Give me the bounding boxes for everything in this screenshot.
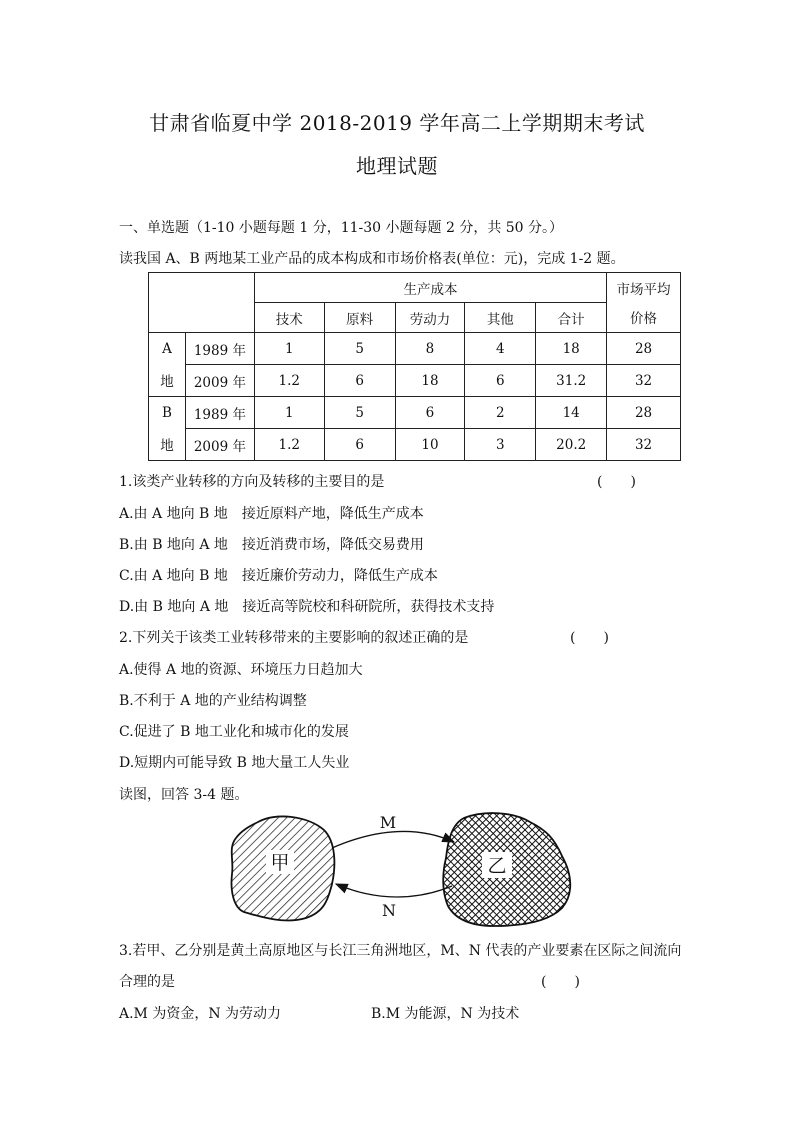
table-cell-price: 32 bbox=[607, 365, 681, 397]
table-cell-price: 28 bbox=[607, 397, 681, 429]
table-column-header: 原料 bbox=[324, 303, 395, 333]
table-cell: 18 bbox=[395, 365, 465, 397]
table-row bbox=[149, 429, 681, 461]
region-jia-label: 甲 bbox=[270, 852, 290, 874]
answer-paren: ( ) bbox=[541, 974, 580, 990]
table-row bbox=[149, 365, 681, 397]
question-2-stem: 2.下列关于该类工业转移带来的主要影响的叙述正确的是 bbox=[119, 630, 469, 646]
table-cell: 6 bbox=[465, 365, 536, 397]
table-cell: 4 bbox=[465, 333, 536, 365]
question-2-option-d: D.短期内可能导致 B 地大量工人失业 bbox=[119, 755, 350, 771]
section-heading: 一、单选题（1-10 小题每题 1 分，11-30 小题每题 2 分，共 50 分。） bbox=[119, 220, 564, 236]
table-cell: 1.2 bbox=[254, 365, 324, 397]
arrow-m bbox=[332, 831, 454, 848]
table-cell: 14 bbox=[536, 397, 607, 429]
answer-paren: ( ) bbox=[570, 630, 609, 646]
question-1-option-a: A.由 A 地向 B 地 接近原料产地，降低生产成本 bbox=[119, 506, 424, 522]
table-cell: 1.2 bbox=[254, 429, 324, 461]
table-column-header: 合计 bbox=[536, 303, 607, 333]
table-price-header-2: 价格 bbox=[607, 303, 681, 333]
table-corner-cell bbox=[149, 273, 255, 333]
table-cell: 8 bbox=[395, 333, 465, 365]
question-2-option-a: A.使得 A 地的资源、环境压力日趋加大 bbox=[119, 662, 363, 678]
table-cell-year: 2009 年 bbox=[185, 365, 254, 397]
table-column-header: 技术 bbox=[254, 303, 324, 333]
arrow-n bbox=[336, 884, 452, 897]
question-3-option-a: A.M 为资金，N 为劳动力 bbox=[119, 1006, 282, 1022]
table-row bbox=[149, 333, 681, 365]
table-cell: 5 bbox=[324, 333, 395, 365]
question-3-option-b: B.M 为能源，N 为技术 bbox=[371, 1006, 520, 1022]
page-title: 甘肃省临夏中学 2018-2019 学年高二上学期期末考试 bbox=[149, 111, 645, 135]
table-price-header-1: 市场平均 bbox=[607, 273, 681, 303]
table-cell: 20.2 bbox=[536, 429, 607, 461]
cost-table bbox=[148, 272, 681, 461]
arrow-n-label: N bbox=[382, 901, 396, 920]
table-cell: 2 bbox=[465, 397, 536, 429]
table-cell: 10 bbox=[395, 429, 465, 461]
region-label-top: B bbox=[149, 397, 186, 429]
region-yi-label: 乙 bbox=[487, 855, 507, 877]
table-cell: 6 bbox=[395, 397, 465, 429]
table-cell-price: 32 bbox=[607, 429, 681, 461]
flow-diagram bbox=[228, 808, 578, 928]
question-2-option-b: B.不利于 A 地的产业结构调整 bbox=[119, 693, 307, 709]
table-cell: 6 bbox=[324, 365, 395, 397]
table-cell-year: 2009 年 bbox=[185, 429, 254, 461]
table-cell: 6 bbox=[324, 429, 395, 461]
question-3-stem-cont: 合理的是 bbox=[119, 974, 175, 990]
table-group-header: 生产成本 bbox=[254, 273, 606, 303]
intro-text-2: 读图，回答 3-4 题。 bbox=[119, 787, 249, 803]
question-1-option-c: C.由 A 地向 B 地 接近廉价劳动力，降低生产成本 bbox=[119, 568, 438, 584]
answer-paren: ( ) bbox=[597, 474, 636, 490]
region-label-bottom: 地 bbox=[149, 365, 186, 397]
question-3-stem: 3.若甲、乙分别是黄土高原地区与长江三角洲地区，M、N 代表的产业要素在区际之间流向 bbox=[119, 943, 682, 959]
question-2-option-c: C.促进了 B 地工业化和城市化的发展 bbox=[119, 724, 349, 740]
table-cell: 1 bbox=[254, 333, 324, 365]
question-1-stem: 1.该类产业转移的方向及转移的主要目的是 bbox=[119, 474, 385, 490]
question-1-option-b: B.由 B 地向 A 地 接近消费市场，降低交易费用 bbox=[119, 537, 424, 553]
page-subtitle: 地理试题 bbox=[356, 154, 438, 178]
table-cell-year: 1989 年 bbox=[185, 397, 254, 429]
table-cell: 18 bbox=[536, 333, 607, 365]
intro-text-1: 读我国 A、B 两地某工业产品的成本构成和市场价格表(单位：元)，完成 1-2 题。 bbox=[119, 251, 625, 267]
table-cell: 1 bbox=[254, 397, 324, 429]
table-row bbox=[149, 397, 681, 429]
region-label-bottom: 地 bbox=[149, 429, 186, 461]
table-cell: 5 bbox=[324, 397, 395, 429]
question-1-option-d: D.由 B 地向 A 地 接近高等院校和科研院所，获得技术支持 bbox=[119, 599, 495, 615]
table-column-header: 劳动力 bbox=[395, 303, 465, 333]
table-cell-price: 28 bbox=[607, 333, 681, 365]
table-column-header: 其他 bbox=[465, 303, 536, 333]
table-cell: 31.2 bbox=[536, 365, 607, 397]
table-cell: 3 bbox=[465, 429, 536, 461]
table-cell-year: 1989 年 bbox=[185, 333, 254, 365]
arrow-m-label: M bbox=[379, 813, 397, 832]
region-label-top: A bbox=[149, 333, 186, 365]
